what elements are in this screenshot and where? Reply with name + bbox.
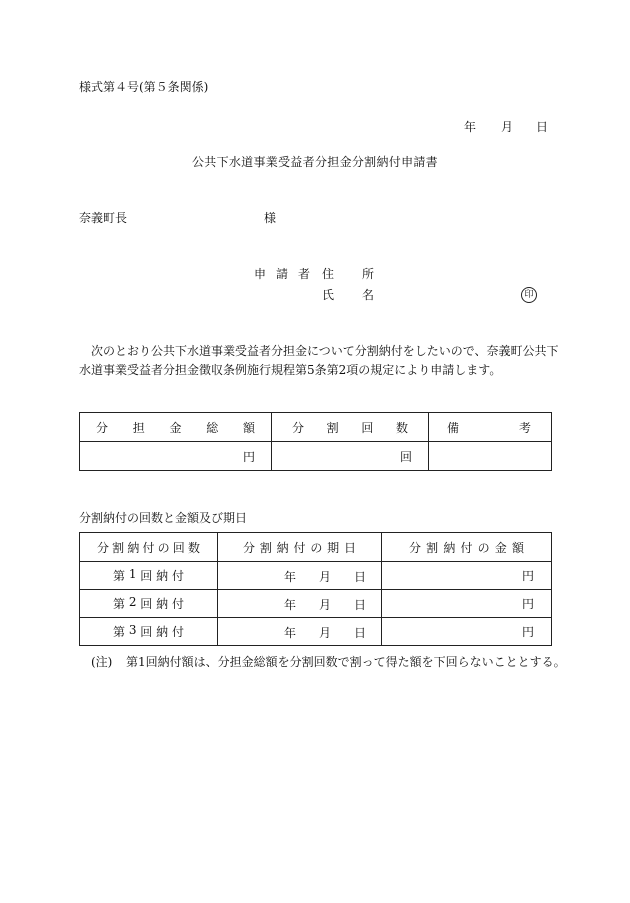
note-text: 第1回納付額は、分担金総額を分割回数で割って得た額を下回らないこととする。 <box>126 655 566 669</box>
schedule-caption: 分割納付の回数と金額及び期日 <box>79 511 248 525</box>
summary-header-row <box>80 413 552 442</box>
table-row <box>80 618 552 646</box>
applicant-label-char: 請 <box>275 267 288 281</box>
summary-table <box>79 412 552 471</box>
table-row <box>80 562 552 590</box>
installment-count-header: 分 割 回 数 <box>272 413 429 442</box>
applicant-label-char: 者 <box>297 267 310 281</box>
installment-label-cell: 第 2 回 納 付 <box>80 590 218 618</box>
installment-label-cell: 第 1 回 納 付 <box>80 562 218 590</box>
date-day-label: 日 <box>536 120 549 134</box>
date-month-label: 月 <box>501 120 514 134</box>
body-text-line-1: 次のとおり公共下水道事業受益者分担金について分割納付をしたいので、奈義町公共下 <box>91 344 559 358</box>
installment-count-cell[interactable] <box>272 442 429 471</box>
remarks-cell[interactable] <box>429 442 552 471</box>
name-label: 氏 名 <box>322 288 374 302</box>
installment-date-cell[interactable]: 年 月 日 <box>218 618 382 646</box>
total-amount-cell[interactable] <box>80 442 272 471</box>
address-label: 住 所 <box>322 267 374 281</box>
date-year-label: 年 <box>464 120 477 134</box>
schedule-table <box>79 532 552 646</box>
form-number: 様式第４号(第５条関係) <box>79 80 209 94</box>
remarks-header: 備 考 <box>429 413 552 442</box>
applicant-label <box>254 266 310 282</box>
yen-unit: 円 <box>242 449 255 464</box>
applicant-label-char: 申 <box>254 267 267 281</box>
seal-mark: 印 <box>521 287 537 303</box>
installment-amount-header: 分 割 納 付 の 金 額 <box>382 533 552 562</box>
schedule-header-row <box>80 533 552 562</box>
note-label: (注) <box>91 655 113 669</box>
installment-date-cell[interactable]: 年 月 日 <box>218 562 382 590</box>
total-amount-header: 分 担 金 総 額 <box>80 413 272 442</box>
installment-number-header: 分 割 納 付 の 回 数 <box>80 533 218 562</box>
addressee-name: 奈義町長 <box>79 211 128 225</box>
installment-amount-cell[interactable]: 円 <box>382 618 552 646</box>
summary-value-row <box>80 442 552 471</box>
body-text-line-2: 水道事業受益者分担金徴収条例施行規程第5条第2項の規定により申請します。 <box>79 363 502 377</box>
installment-date-cell[interactable]: 年 月 日 <box>218 590 382 618</box>
form-title: 公共下水道事業受益者分担金分割納付申請書 <box>191 155 438 169</box>
count-unit: 回 <box>399 449 412 464</box>
installment-amount-cell[interactable]: 円 <box>382 562 552 590</box>
installment-label-cell: 第 3 回 納 付 <box>80 618 218 646</box>
installment-date-header: 分 割 納 付 の 期 日 <box>218 533 382 562</box>
table-row <box>80 590 552 618</box>
addressee-honorific: 様 <box>264 211 277 225</box>
installment-amount-cell[interactable]: 円 <box>382 590 552 618</box>
